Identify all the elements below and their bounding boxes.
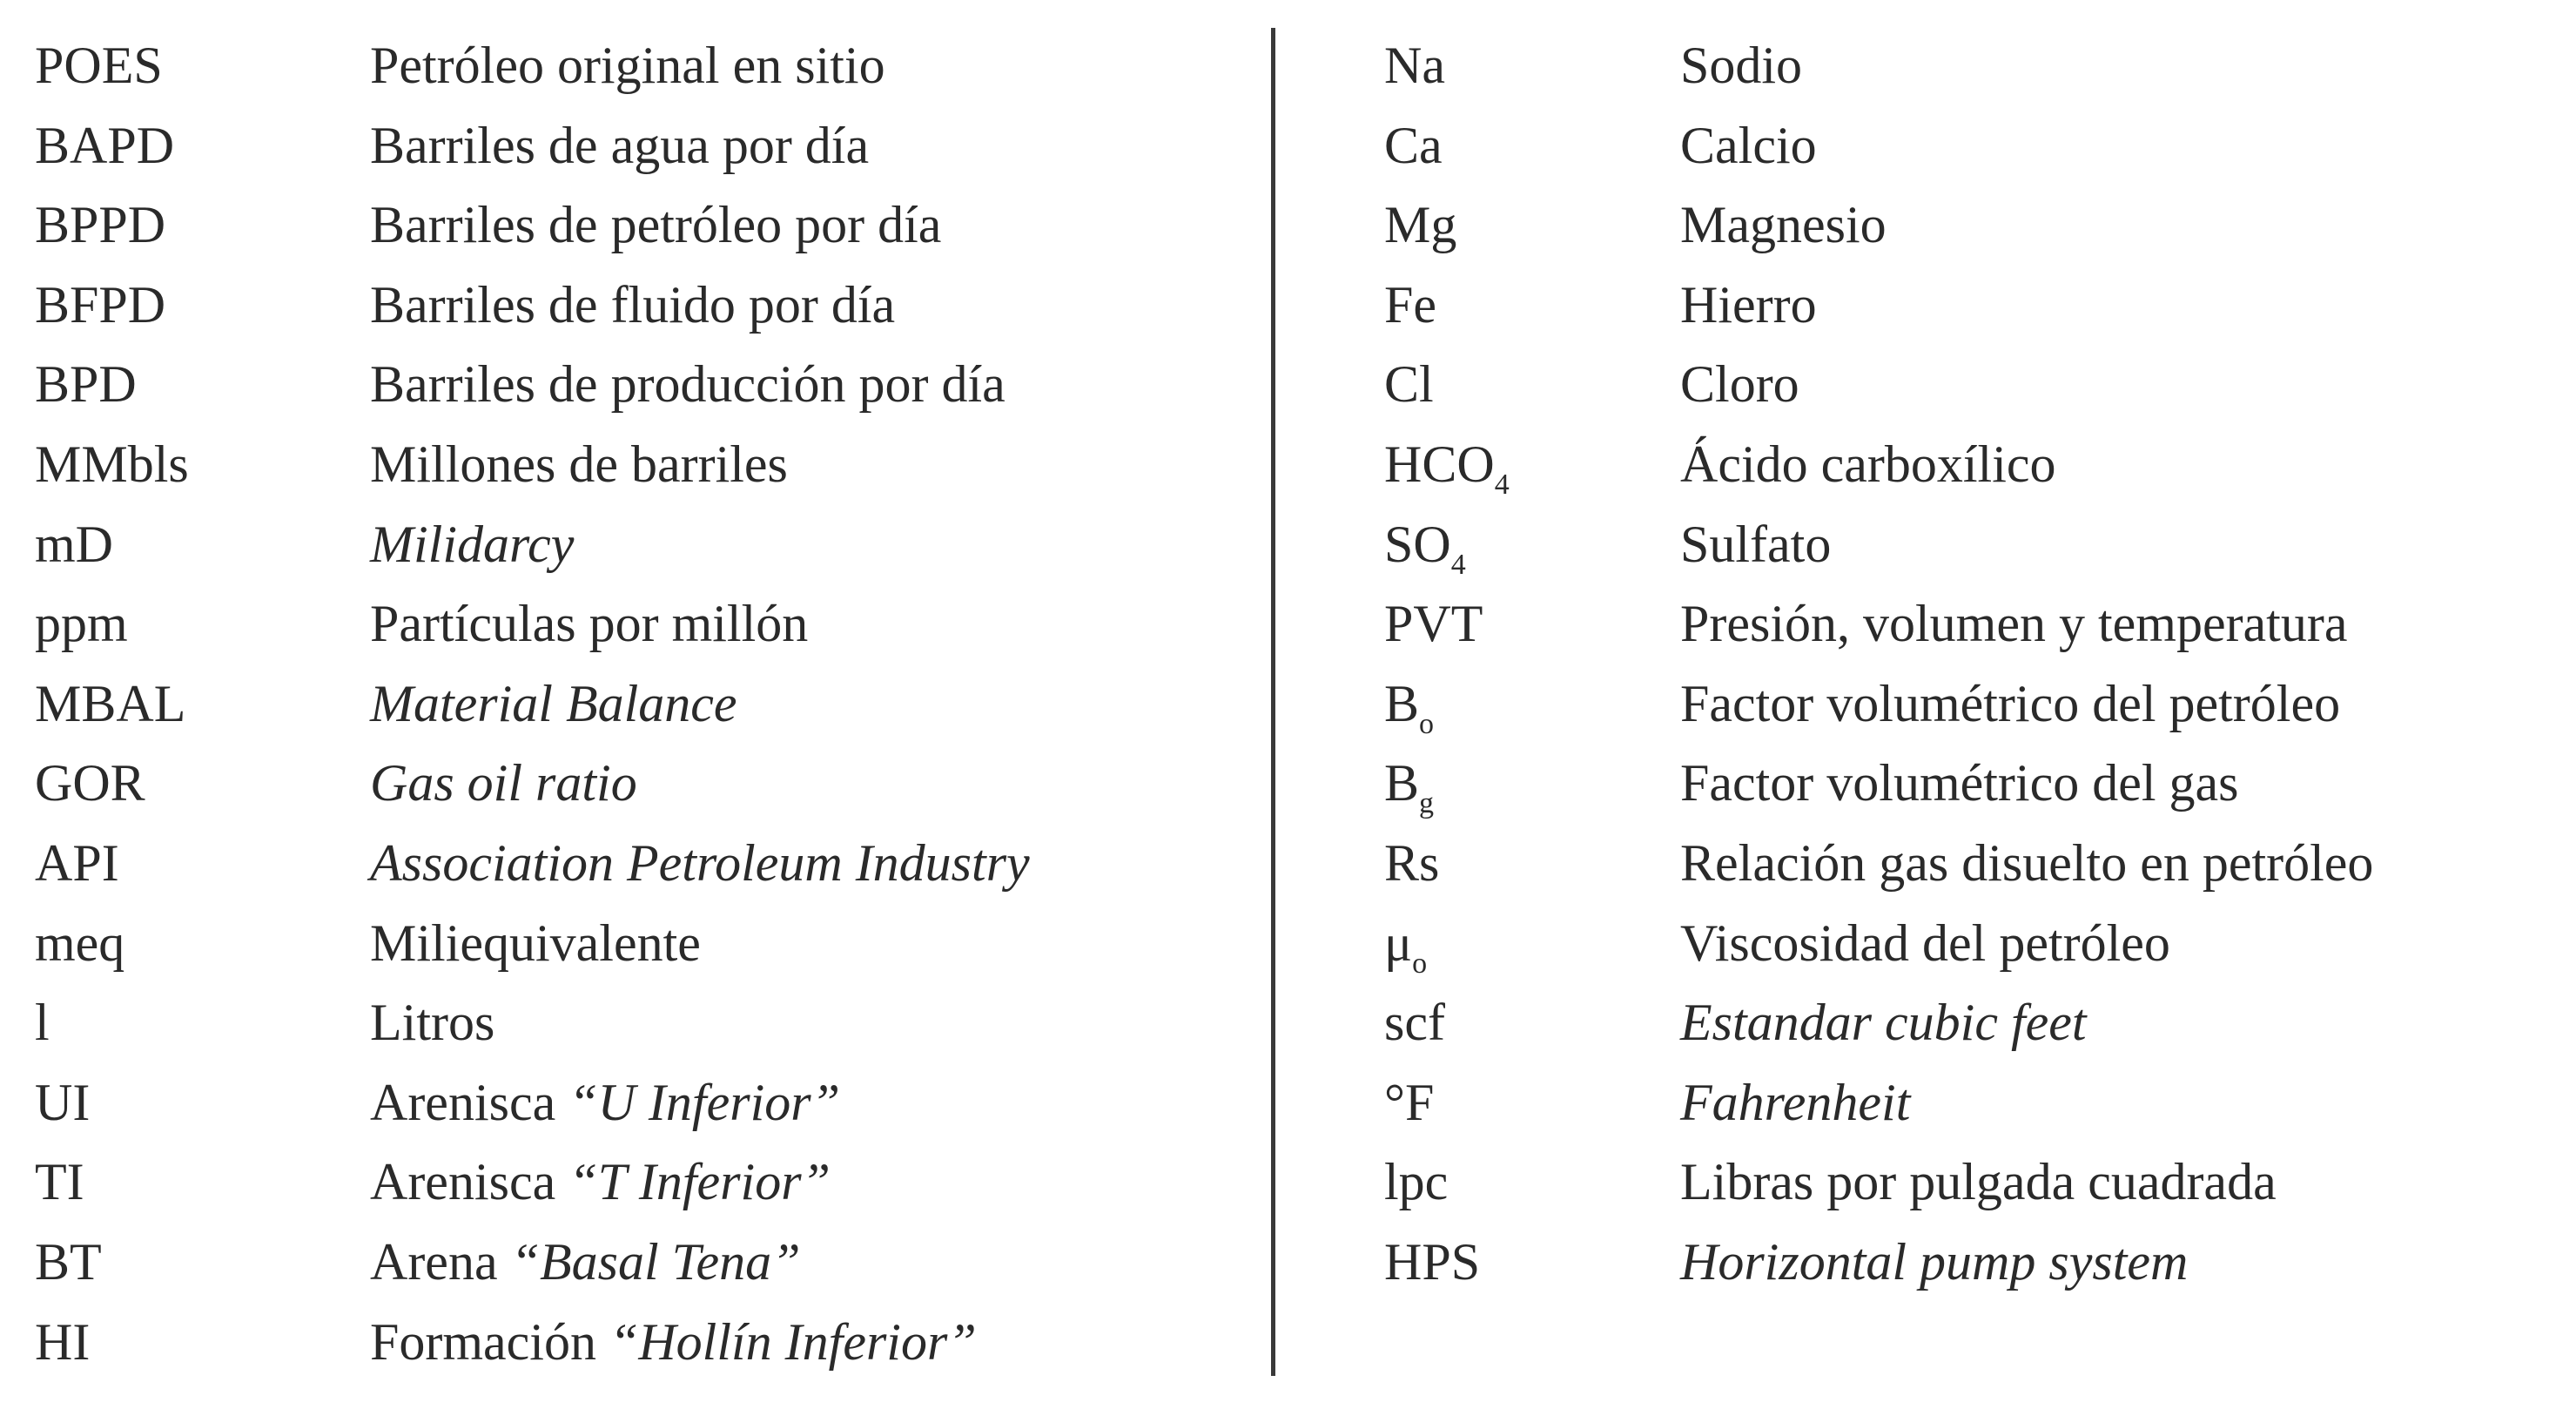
- abbrev-definition: Barriles de agua por día: [370, 116, 870, 174]
- abbrev-definition: Association Petroleum Industry: [370, 833, 1030, 892]
- abbrev-term: BPD: [35, 355, 137, 414]
- abbrev-term: meq: [35, 913, 125, 972]
- abbrev-definition: Miliequivalente: [370, 913, 701, 972]
- abbrev-definition: Formación “Hollín Inferior”: [370, 1312, 977, 1371]
- abbrev-definition: Arena “Basal Tena”: [370, 1232, 801, 1291]
- abbrev-definition: Litros: [370, 994, 495, 1052]
- abbrev-definition: Barriles de petróleo por día: [370, 196, 942, 254]
- abbrev-definition: Factor volumétrico del petróleo: [1680, 674, 2341, 732]
- abbrev-definition: Libras por pulgada cuadrada: [1680, 1153, 2277, 1211]
- abbrev-term: $B_g$: [1384, 754, 1435, 820]
- abbrev-term: $\mu_o$: [1384, 913, 1428, 980]
- abbrev-definition: Horizontal pump system: [1680, 1232, 2189, 1291]
- abbrev-definition: Arenisca “U Inferior”: [370, 1073, 840, 1131]
- abbrev-definition: Arenisca “T Inferior”: [370, 1153, 831, 1211]
- abbrev-term: l: [35, 994, 50, 1052]
- abbrev-definition: Material Balance: [370, 674, 737, 732]
- abbrev-definition: Magnesio: [1680, 196, 1887, 254]
- abbrev-term: $B_o$: [1384, 674, 1435, 740]
- abbrev-definition: Petróleo original en sitio: [370, 37, 885, 94]
- abbrev-definition: Millones de barriles: [370, 435, 788, 493]
- abbrev-term: BAPD: [35, 116, 175, 174]
- abbrev-term: mD: [35, 515, 113, 573]
- abbrev-term: POES: [35, 37, 163, 94]
- abbrev-definition: Hierro: [1680, 275, 1817, 334]
- abbrev-definition: Ácido carboxílico: [1680, 435, 2056, 493]
- abbrev-term: scf: [1384, 994, 1445, 1052]
- abbrev-term: ppm: [35, 595, 128, 653]
- abbrev-term: Cl: [1384, 355, 1434, 414]
- abbrev-definition: Factor volumétrico del gas: [1680, 754, 2239, 812]
- abbrev-definition: Partículas por millón: [370, 595, 809, 653]
- abbrev-definition: Gas oil ratio: [370, 754, 637, 812]
- abbrev-term: BPPD: [35, 196, 166, 254]
- abbrev-definition: Relación gas disuelto en petróleo: [1680, 833, 2374, 892]
- abbrev-term: Na: [1384, 37, 1445, 94]
- abbrev-term: Rs: [1384, 833, 1440, 892]
- abbrev-term: MMbls: [35, 435, 189, 493]
- abbrev-definition: Milidarcy: [370, 515, 575, 573]
- abbrev-definition: Calcio: [1680, 116, 1817, 174]
- abbrev-definition: Sulfato: [1680, 515, 1832, 573]
- abbrev-definition: Presión, volumen y temperatura: [1680, 595, 2348, 653]
- abbrev-term: MBAL: [35, 674, 186, 732]
- abbrev-definition: Barriles de fluido por día: [370, 275, 896, 334]
- abbrev-term: Mg: [1384, 196, 1457, 254]
- abbrev-term: Fe: [1384, 275, 1436, 334]
- abbrev-term: PVT: [1384, 595, 1483, 653]
- abbrev-term: lpc: [1384, 1153, 1449, 1211]
- abbrev-term: $HCO_4$: [1384, 435, 1510, 501]
- abbrev-term: Ca: [1384, 116, 1443, 174]
- abbrev-definition: Sodio: [1680, 37, 1803, 94]
- abbrev-term: GOR: [35, 754, 145, 812]
- abbrev-term: HI: [35, 1312, 91, 1371]
- abbrev-term: $SO_4$: [1384, 515, 1466, 581]
- abbrev-term: TI: [35, 1153, 84, 1211]
- column-divider: [1271, 28, 1275, 1376]
- abbrev-definition: Fahrenheit: [1680, 1073, 1911, 1131]
- abbrev-term: BT: [35, 1232, 102, 1291]
- abbrev-term: °F: [1384, 1073, 1435, 1131]
- abbrev-term: UI: [35, 1073, 91, 1131]
- abbrev-term: API: [35, 833, 119, 892]
- abbrev-definition: Cloro: [1680, 355, 1799, 414]
- abbrev-definition: Estandar cubic feet: [1680, 994, 2087, 1052]
- abbrev-term: HPS: [1384, 1232, 1481, 1291]
- abbrev-definition: Viscosidad del petróleo: [1680, 913, 2170, 972]
- abbrev-definition: Barriles de producción por día: [370, 355, 1006, 414]
- abbrev-term: BFPD: [35, 275, 166, 334]
